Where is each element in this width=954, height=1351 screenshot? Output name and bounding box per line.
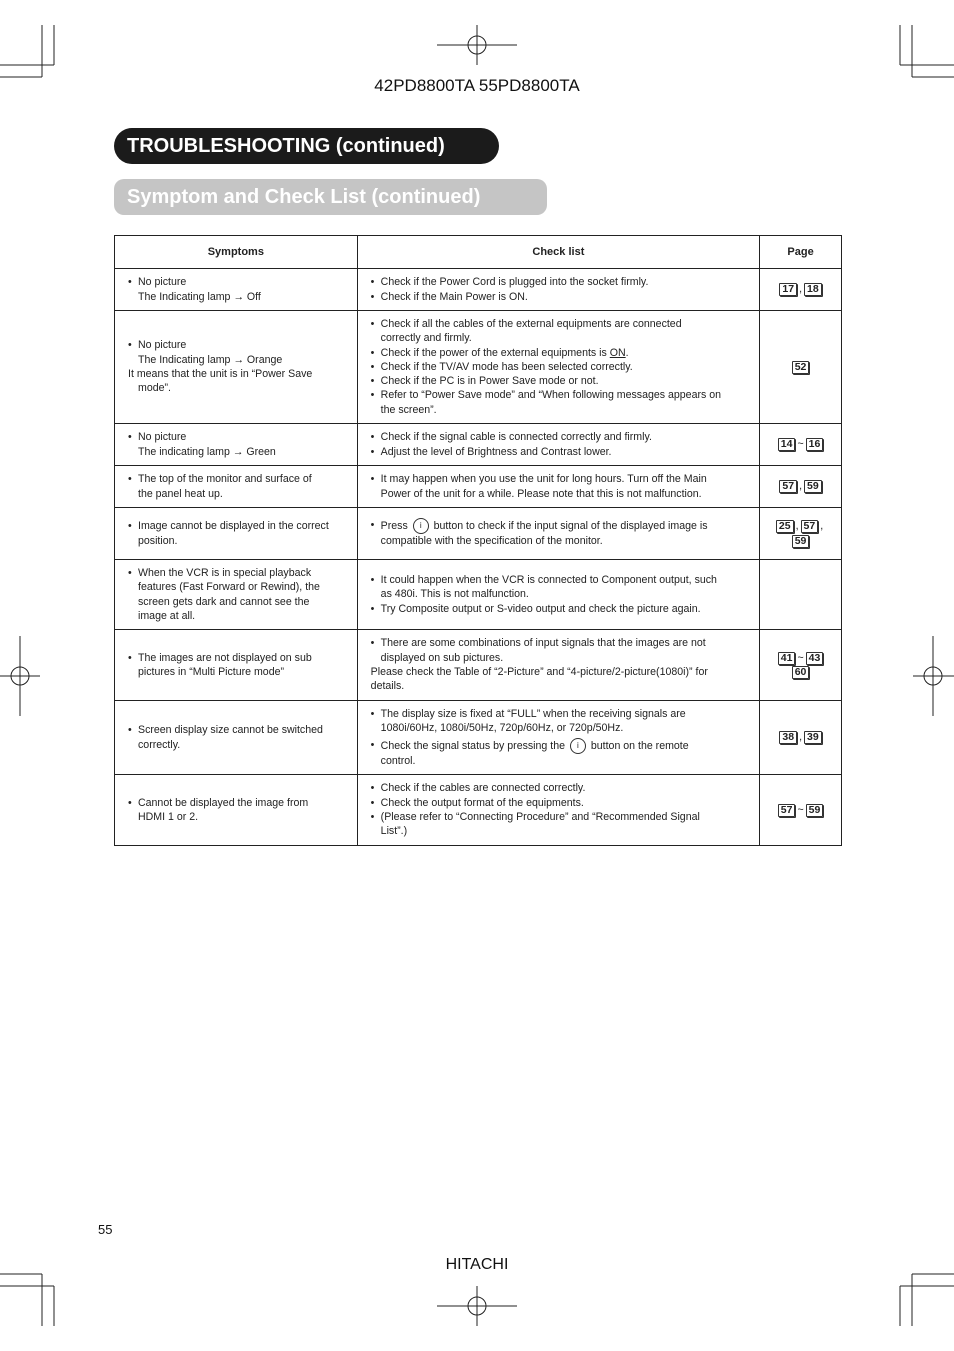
check-line: • Check if the cables are connected correctly. bbox=[371, 781, 749, 795]
check-line: • It may happen when you use the unit for long hours. Turn off the Main bbox=[371, 472, 749, 486]
info-button-icon: i bbox=[413, 518, 429, 534]
check-line: • Check if all the cables of the external equipments are connected bbox=[371, 317, 749, 331]
page-reference: 59 bbox=[792, 535, 810, 548]
symptom-line: The indicating lamp → Green bbox=[138, 445, 276, 458]
check-line: • Check if the Main Power is ON. bbox=[371, 290, 749, 304]
check-cell bbox=[357, 775, 759, 846]
model-numbers: 42PD8800TA 55PD8800TA bbox=[374, 76, 580, 95]
symptom-line: • No picture bbox=[128, 430, 347, 444]
check-line: • Press i button to check if the input signal of the displayed image is bbox=[371, 518, 749, 534]
page-cell bbox=[760, 560, 842, 630]
check-line: • Check if the Power Cord is plugged into the socket firmly. bbox=[371, 275, 749, 289]
header-page: Page bbox=[760, 236, 842, 269]
page-reference: 18 bbox=[804, 283, 822, 296]
check-line: • Check if the power of the external equipments is ON. bbox=[371, 346, 749, 360]
symptom-line: • Image cannot be displayed in the correct bbox=[128, 519, 347, 533]
check-line: • There are some combinations of input signals that the images are not bbox=[371, 636, 749, 650]
symptom-cell bbox=[115, 775, 358, 846]
check-line: as 480i. This is not malfunction. bbox=[380, 588, 529, 601]
check-cell bbox=[357, 424, 759, 466]
check-line: • Try Composite output or S-video output and check the picture again. bbox=[371, 602, 749, 616]
symptom-cell bbox=[115, 630, 358, 701]
symptom-line: features (Fast Forward or Rewind), the bbox=[138, 581, 320, 594]
check-line: Please check the Table of “2-Picture” and “4-picture/2-picture(1080i)” for bbox=[370, 666, 708, 678]
brand-name: HITACHI bbox=[445, 1256, 509, 1273]
page-cell: 57 ~ 59 bbox=[760, 775, 842, 846]
symptom-line: It means that the unit is in “Power Save bbox=[128, 368, 313, 380]
header-check-list: Check list bbox=[357, 236, 759, 269]
check-line: • It could happen when the VCR is connected to Component output, such bbox=[371, 573, 749, 587]
check-cell bbox=[357, 701, 759, 775]
page-reference: 17 bbox=[779, 283, 797, 296]
check-line: control. bbox=[380, 754, 416, 767]
table-row bbox=[115, 560, 842, 630]
symptom-check-table bbox=[114, 235, 842, 846]
page-reference: 59 bbox=[804, 480, 822, 493]
check-cell bbox=[357, 560, 759, 630]
page-cell: 57 , 59 bbox=[760, 466, 842, 508]
page-cell: 14 ~ 16 bbox=[760, 424, 842, 466]
check-line: the screen”. bbox=[380, 403, 437, 416]
table-row bbox=[115, 269, 842, 311]
page-reference: 16 bbox=[806, 438, 824, 451]
page-reference: 39 bbox=[804, 731, 822, 744]
check-line: correctly and firmly. bbox=[380, 332, 472, 345]
page-reference: 57 bbox=[779, 480, 797, 493]
check-cell bbox=[357, 466, 759, 508]
symptom-cell bbox=[115, 424, 358, 466]
page-reference: 52 bbox=[792, 361, 810, 374]
check-cell bbox=[357, 269, 759, 311]
symptom-line: screen gets dark and cannot see the bbox=[138, 595, 310, 608]
table-row bbox=[115, 466, 842, 508]
check-cell bbox=[357, 508, 759, 560]
page-reference: 59 bbox=[806, 804, 824, 817]
symptom-line: correctly. bbox=[138, 738, 181, 751]
symptom-line: • Screen display size cannot be switched bbox=[128, 723, 347, 737]
symptom-line: the panel heat up. bbox=[138, 487, 223, 500]
symptom-line: • No picture bbox=[128, 275, 347, 289]
symptom-cell bbox=[115, 269, 358, 311]
page-cell: 17 , 18 bbox=[760, 269, 842, 311]
symptom-line: • The images are not displayed on sub bbox=[128, 651, 347, 665]
table-row bbox=[115, 630, 842, 701]
check-line: • Check the output format of the equipments. bbox=[371, 796, 749, 810]
table-row bbox=[115, 508, 842, 560]
page-cell: 25 , 57 , 59 bbox=[760, 508, 842, 560]
page-reference: 38 bbox=[779, 731, 797, 744]
table-row bbox=[115, 424, 842, 466]
page-reference: 43 bbox=[806, 652, 824, 665]
table-row bbox=[115, 311, 842, 424]
page-cell: 41 ~ 43 60 bbox=[760, 630, 842, 701]
symptom-line: • The top of the monitor and surface of bbox=[128, 472, 347, 486]
check-line: details. bbox=[370, 680, 405, 693]
symptom-line: The Indicating lamp → Off bbox=[138, 290, 261, 303]
page-reference: 41 bbox=[778, 652, 796, 665]
symptom-cell bbox=[115, 466, 358, 508]
section-subtitle-banner: Symptom and Check List (continued) bbox=[114, 179, 547, 215]
symptom-cell bbox=[115, 311, 358, 424]
page-reference: 14 bbox=[778, 438, 796, 451]
check-cell bbox=[357, 630, 759, 701]
check-line: 1080i/60Hz, 1080i/50Hz, 720p/60Hz, or 720p/50Hz. bbox=[380, 722, 624, 735]
table-header-row bbox=[115, 236, 842, 269]
check-line: • Check the signal status by pressing the i button on the remote bbox=[371, 738, 749, 754]
symptom-line: • When the VCR is in special playback bbox=[128, 566, 347, 580]
check-line: List”.) bbox=[380, 825, 408, 838]
symptom-line: • Cannot be displayed the image from bbox=[128, 796, 347, 810]
symptom-line: mode”. bbox=[138, 382, 171, 395]
page-number: 55 bbox=[98, 1222, 113, 1237]
symptom-line: image at all. bbox=[138, 609, 196, 622]
symptom-cell bbox=[115, 701, 358, 775]
check-line: • Refer to “Power Save mode” and “When following messages appears on bbox=[371, 388, 749, 402]
page-cell: 38 , 39 bbox=[760, 701, 842, 775]
check-line: compatible with the specification of the monitor. bbox=[380, 535, 603, 548]
symptom-cell bbox=[115, 508, 358, 560]
table-row bbox=[115, 701, 842, 775]
check-line: • Check if the signal cable is connected correctly and firmly. bbox=[371, 430, 749, 444]
symptom-line: The Indicating lamp → Orange bbox=[138, 353, 283, 366]
symptom-line: HDMI 1 or 2. bbox=[138, 811, 199, 823]
check-line: • Check if the TV/AV mode has been selected correctly. bbox=[371, 360, 749, 374]
page-cell bbox=[760, 311, 842, 424]
page-reference: 57 bbox=[778, 804, 796, 817]
check-line: • Check if the PC is in Power Save mode or not. bbox=[371, 374, 749, 388]
symptom-line: position. bbox=[138, 534, 178, 547]
info-button-icon: i bbox=[570, 738, 586, 754]
check-cell bbox=[357, 311, 759, 424]
symptom-line: pictures in “Multi Picture mode” bbox=[138, 666, 285, 678]
check-line: Power of the unit for a while. Please note that this is not malfunction. bbox=[380, 487, 702, 500]
table-row bbox=[115, 775, 842, 846]
check-line: displayed on sub pictures. bbox=[380, 651, 504, 664]
symptom-cell bbox=[115, 560, 358, 630]
page-reference: 25 bbox=[776, 520, 794, 533]
check-line: • Adjust the level of Brightness and Contrast lower. bbox=[371, 445, 749, 459]
page-reference: 60 bbox=[792, 666, 810, 679]
page-reference: 57 bbox=[801, 520, 819, 533]
header-symptoms: Symptoms bbox=[115, 236, 358, 269]
check-line: • (Please refer to “Connecting Procedure” and “Recommended Signal bbox=[371, 810, 749, 824]
symptom-line: • No picture bbox=[128, 338, 347, 352]
section-title-banner: TROUBLESHOOTING (continued) bbox=[114, 128, 499, 164]
check-line: • The display size is fixed at “FULL” when the receiving signals are bbox=[371, 707, 749, 721]
